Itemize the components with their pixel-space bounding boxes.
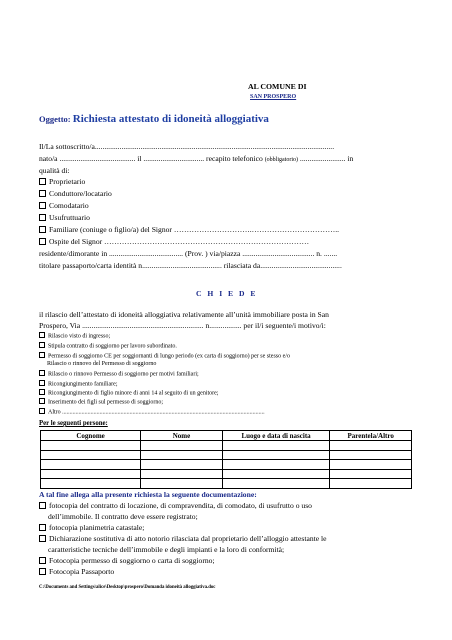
request-text-line-1: il rilascio dell’attestato di idoneità alloggiativa relativamente all’unità immobiliare posta in San [39,310,329,319]
col-cognome: Cognome [41,431,141,441]
role-option-usufruttuario[interactable] [39,213,90,222]
checkbox-icon[interactable] [39,524,46,531]
role-option-familiare[interactable] [39,225,339,234]
checkbox-icon[interactable] [39,370,45,376]
checkbox-icon[interactable] [39,332,45,338]
persons-label: Per le seguenti persone: [39,420,108,427]
checkbox-icon[interactable] [39,214,46,221]
table-row [41,441,412,451]
birth-phone-tail: ........................ in [299,154,354,163]
reason-label: Rilascio o rinnovo Permesso di soggiorno per motivi familiari; [48,371,199,378]
role-option-label: Usufruttuario [49,213,90,222]
request-heading: C H I E D E [196,289,258,298]
checkbox-icon[interactable] [39,389,45,395]
declarant-line: Il/La sottoscritto/a.............................................................................................................................. [39,142,335,151]
file-path-footer: C:\Documents and Settings\alice\Desktop\prospero\Domanda idoneità alloggiativa.doc [39,585,216,590]
role-option-label: Proprietario [49,177,86,186]
col-nome: Nome [141,431,223,441]
table-cell[interactable] [141,450,223,460]
table-cell[interactable] [141,479,223,489]
reason-permit-ce-cont: Rilascio o rinnovo del Permesso di soggiorno [47,361,157,367]
checkbox-icon[interactable] [39,535,46,542]
table-cell[interactable] [330,469,412,479]
checkbox-icon[interactable] [39,342,45,348]
role-option-label: Conduttore/locatario [49,189,112,198]
table-cell[interactable] [222,450,330,460]
role-option-proprietario[interactable] [39,177,85,186]
checkbox-icon[interactable] [39,226,46,233]
table-row [41,469,412,479]
checkbox-icon[interactable] [39,190,46,197]
table-cell[interactable] [141,469,223,479]
attachment-label: Fotocopia permesso di soggiorno o carta di soggiorno; [49,556,215,565]
reason-label: Ricongiungimento familiare; [48,381,118,388]
table-cell[interactable] [41,460,141,470]
attachment-label: Fotocopia Passaporto [49,567,115,576]
table-cell[interactable] [41,441,141,451]
attachment-declaration-cont: caratteristiche tecniche dell’immobile e degli impianti e la loro di conformità; [48,545,285,554]
checkbox-icon[interactable] [39,502,46,509]
addressee-line-1: AL COMUNE DI [248,82,307,91]
reason-reunification[interactable] [39,380,117,388]
col-luogo-data: Luogo e data di nascita [222,431,330,441]
reason-label: Ricongiungimento di figlio minore di anni 14 al seguito di un genitore; [48,390,219,397]
checkbox-icon[interactable] [39,568,46,575]
table-cell[interactable] [222,460,330,470]
addressee-line-2: SAN PROSPERO [250,94,297,100]
attachment-declaration[interactable] [39,534,327,543]
reason-family-permit[interactable] [39,370,199,378]
reason-label: Permesso di soggiorno CE per soggiornanti di lungo periodo (ex carta di soggiorno) per se stesso e/o [48,353,290,360]
persons-table-header [41,431,412,441]
table-cell[interactable] [222,441,330,451]
reason-label: Altro ....................................................................................................................................... [48,409,265,416]
attachment-label: fotocopia planimetria catastale; [49,523,145,532]
table-cell[interactable] [330,460,412,470]
attachment-contract[interactable] [39,501,312,510]
table-row [41,450,412,460]
role-option-comodatario[interactable] [39,201,89,210]
request-text-line-2: Prospero, Via ................................................................ n................. per il/i seguente/i motivo/i: [39,321,326,330]
reason-minor-child[interactable] [39,389,218,397]
attachment-permit-copy[interactable] [39,556,215,565]
attachments-title: A tal fine allega alla presente richiesta la seguente documentazione: [39,490,257,499]
table-cell[interactable] [141,460,223,470]
role-label: qualità di: [39,166,70,175]
birth-phone-line [39,154,353,163]
table-row [41,460,412,470]
reason-contract[interactable] [39,342,177,350]
subject-label: Oggetto: [39,114,71,124]
checkbox-icon[interactable] [39,398,45,404]
attachment-floorplan[interactable] [39,523,144,532]
attachment-label: fotocopia del contratto di locazione, di compravendita, di comodato, di usufrutto o uso [49,501,312,510]
reason-visa[interactable] [39,332,110,340]
reason-label: Inserimento dei figli sul permesso di soggiorno; [48,399,163,406]
persons-table [40,430,412,489]
table-cell[interactable] [222,469,330,479]
table-cell[interactable] [41,469,141,479]
table-cell[interactable] [41,479,141,489]
reason-other[interactable] [39,408,265,416]
table-row [41,479,412,489]
reason-label: Stipula contratto di soggiorno per lavoro subordinato. [48,343,177,350]
checkbox-icon[interactable] [39,238,46,245]
reason-permit-ce[interactable] [39,352,290,360]
attachment-passport-copy[interactable] [39,567,114,576]
checkbox-icon[interactable] [39,202,46,209]
checkbox-icon[interactable] [39,178,46,185]
checkbox-icon[interactable] [39,352,45,358]
required-note: (obbligatorio) [264,157,299,163]
table-cell[interactable] [330,479,412,489]
table-cell[interactable] [330,450,412,460]
checkbox-icon[interactable] [39,557,46,564]
table-cell[interactable] [222,479,330,489]
attachment-label: Dichiarazione sostitutiva di atto notorio rilasciata dal proprietario dell’alloggio attestante le [49,534,327,543]
subject-line [39,113,269,125]
reason-label: Rilascio visto di ingresso; [48,333,111,340]
role-option-label: Familiare (coniuge o figlio/a) del Signor ………………………….…………………………….. [49,225,340,234]
table-cell[interactable] [141,441,223,451]
subject-title: Richiesta attestato di idoneità alloggiativa [72,113,269,125]
role-option-label: Ospite del Signor ……………………………………………………………………… [49,237,310,246]
role-option-label: Comodatario [49,201,89,210]
residence-line: residente/dimorante in ....................................... (Prov. ) via/piazza ...................................... n. ....... [39,249,338,258]
role-option-conduttore[interactable] [39,189,112,198]
table-cell[interactable] [330,441,412,451]
birth-phone-text: nato/a ........................................ il ................................ recapito telefonico [39,154,263,163]
reason-children-permit[interactable] [39,398,163,406]
attachment-contract-cont: dell’immobile. Il contratto deve essere registrato; [48,512,198,521]
col-parentela: Parentela/Altro [330,431,412,441]
checkbox-icon[interactable] [39,380,45,386]
role-option-ospite[interactable] [39,237,309,246]
table-cell[interactable] [41,450,141,460]
checkbox-icon[interactable] [39,408,45,414]
id-document-line: titolare passaporto/carta identità n.......................................... rilasciata da........................................... [39,261,342,270]
